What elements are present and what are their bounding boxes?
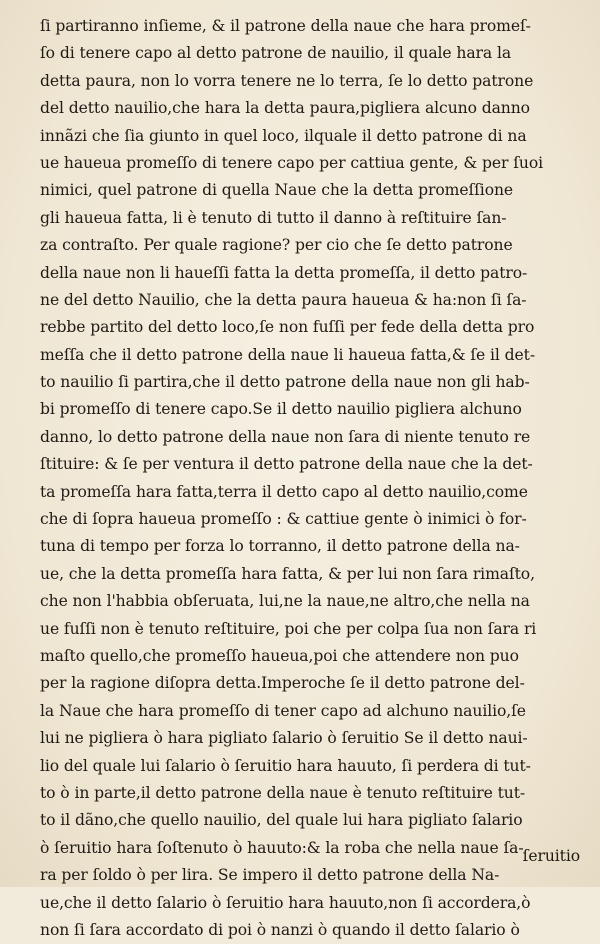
text-line: del detto nauilio,che hara la detta paura,pigliera alcuno danno [40, 99, 530, 118]
text-line: detta paura, non lo vorra tenere ne lo terra, ſe lo detto patrone [40, 71, 534, 90]
text-line: nimici, quel patrone di quella Naue che la detta promeſſione [40, 181, 514, 200]
text-line: non ſi ſara accordato di poi ò nanzi ò quando il detto ſalario ò [40, 920, 520, 939]
text-line: che di ſopra haueua promeſſo : & cattiue gente ò inimici ò for- [40, 510, 527, 529]
text-line: per la ragione diſopra detta.Imperoche ſe il detto patrone del- [40, 674, 525, 693]
text-line: gli haueua fatta, li è tenuto di tutto il danno à reſtituire ſan- [40, 208, 507, 227]
catchword: ſeruitio [522, 847, 580, 865]
text-line: ne del detto Nauilio, che la detta paura haueua & ha:non ſi ſa- [40, 290, 527, 309]
text-line: to il dãno,che quello nauilio, del quale lui hara pigliato ſalario [40, 811, 523, 830]
text-line: della naue non li haueſſi fatta la detta promeſſa, il detto patro- [40, 263, 528, 282]
text-line: to nauilio ſi partira,che il detto patrone della naue non gli hab- [40, 373, 530, 392]
text-line: lui ne pigliera ò hara pigliato ſalario ò ſeruitio Se il detto naui- [40, 729, 528, 748]
text-line: danno, lo detto patrone della naue non ſara di niente tenuto re [40, 427, 531, 446]
text-line: bi promeſſo di tenere capo.Se il detto nauilio pigliera alchuno [40, 400, 522, 419]
text-line: ue haueua promeſſo di tenere capo per cattiua gente, & per ſuoi [40, 153, 544, 172]
text-block [40, 13, 580, 944]
text-line: ue,che il detto ſalario ò ſeruitio hara hauuto,non ſi accordera,ò [40, 893, 531, 912]
text-line: ſo di tenere capo al detto patrone de nauilio, il quale hara la [40, 44, 512, 63]
text-line: ſi partiranno inſieme, & il patrone della naue che hara promeſ- [40, 17, 531, 35]
text-line: maſto quello,che promeſſo haueua,poi che attendere non puo [40, 646, 519, 665]
text-line: ò ſeruitio hara ſoſtenuto ò hauuto:& la roba che nella naue ſa- [40, 838, 524, 857]
text-line: ue, che la detta promeſſa hara fatta, & per lui non ſara rimaſto, [40, 564, 535, 583]
text-line: ta promeſſa hara fatta,terra il detto capo al detto nauilio,come [40, 482, 528, 501]
text-line: za contraſto. Per quale ragione? per cio che ſe detto patrone [40, 236, 513, 255]
text-line: meſſa che il detto patrone della naue li haueua fatta,& ſe il det- [40, 345, 535, 364]
text-line: innãzi che ſia giunto in quel loco, ilquale il detto patrone di na [40, 126, 527, 145]
text-line: to ò in parte,il detto patrone della naue è tenuto reſtituire tut- [40, 783, 526, 802]
text-line: ſtituire: & ſe per ventura il detto patrone della naue che la det- [40, 455, 533, 474]
text-line: che non l'habbia obſeruata, lui,ne la naue,ne altro,che nella na [40, 592, 530, 611]
text-line: ra per ſoldo ò per lira. Se impero il detto patrone della Na- [40, 866, 500, 885]
text-line: tuna di tempo per forza lo torranno, il detto patrone della na- [40, 537, 520, 556]
text-line: la Naue che hara promeſſo di tener capo ad alchuno nauilio,ſe [40, 701, 526, 720]
text-line: lio del quale lui ſalario ò ſeruitio hara hauuto, ſi perdera di tut- [40, 756, 531, 775]
text-line: rebbe partito del detto loco,ſe non fuſſi per fede della detta pro [40, 318, 535, 337]
text-line: ue fuſſi non è tenuto reſtituire, poi che per colpa ſua non ſara ri [40, 619, 537, 638]
